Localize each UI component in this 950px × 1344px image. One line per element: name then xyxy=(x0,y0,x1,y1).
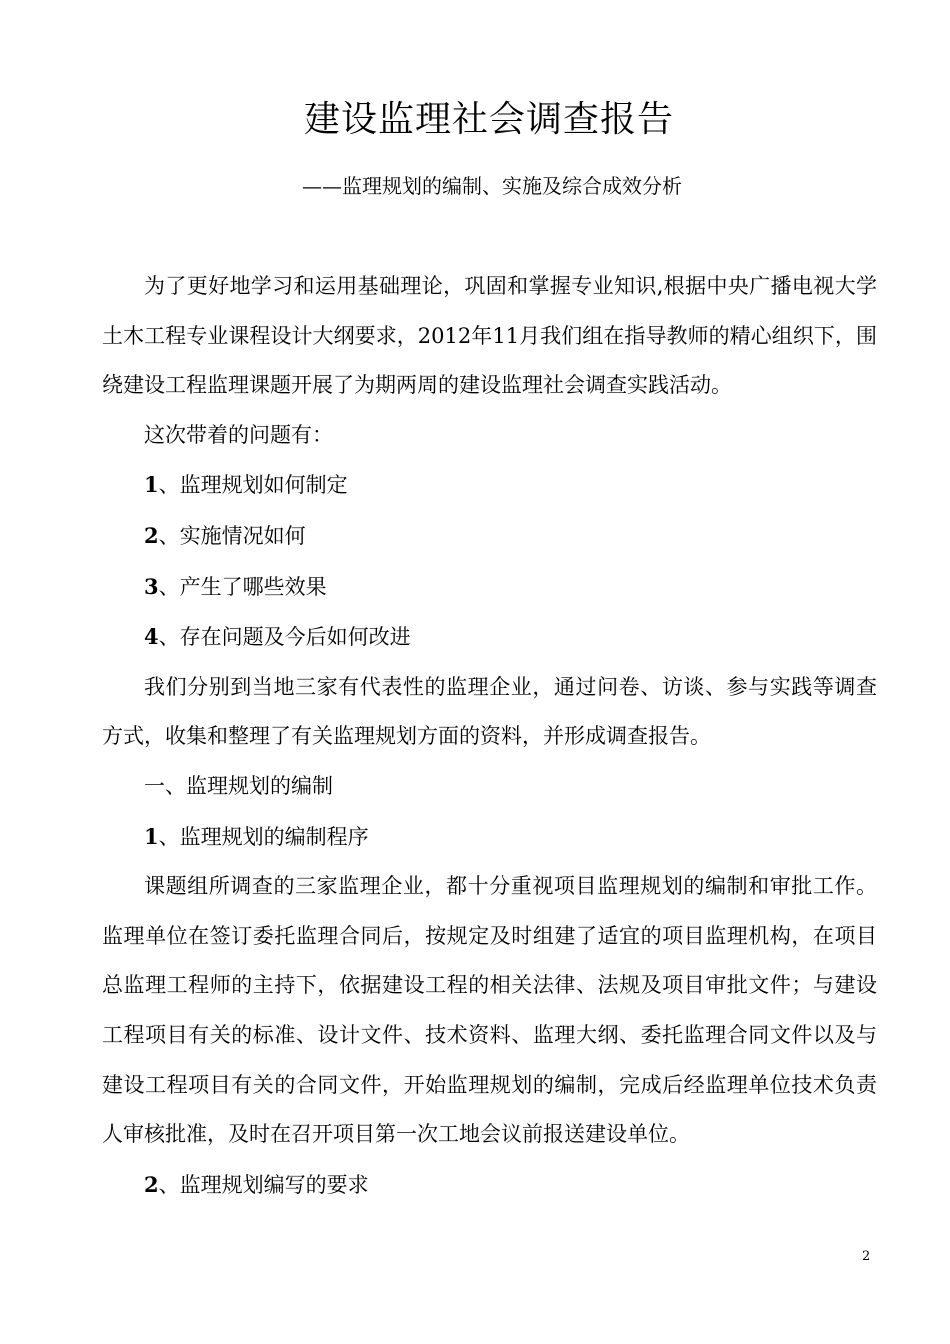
subsection-heading xyxy=(102,1160,877,1211)
page-number: 2 xyxy=(862,1249,871,1264)
document-subtitle: ——监理规划的编制、实施及综合成效分析 xyxy=(302,174,682,198)
question-item xyxy=(102,511,877,562)
question-item xyxy=(102,460,877,511)
question-item xyxy=(102,562,877,613)
procedure-paragraph: 课题组所调查的三家监理企业，都十分重视项目监理规划的编制和审批工作。监理单位在签订委托监理合同后，按规定及时组建了适宜的项目监理机构，在项目总监理工程师的主持下，依据建设工程的相关法律、法规及项目审批文件；与建设工程项目有关的标准、设计文件、技术资料、监理大纲、委托监理合同文件以及与建设工程项目有关的合同文件，开始监理规划的编制，完成后经监理单位技术负责人审核批准，及时在召开项目第一次工地会议前报送建设单位。 xyxy=(102,874,877,1147)
question-number: 2 xyxy=(144,522,159,548)
subsection-number: 1 xyxy=(144,823,159,849)
method-paragraph: 我们分别到当地三家有代表性的监理企业，通过问卷、访谈、参与实践等调查方式，收集和整理了有关监理规划方面的资料，并形成调查报告。 xyxy=(102,674,877,749)
subsection-text: 、监理规划的编制程序 xyxy=(158,824,369,849)
subsection-heading xyxy=(102,812,877,863)
question-text: 、实施情况如何 xyxy=(158,523,306,548)
questions-intro: 这次带着的问题有： xyxy=(144,422,333,447)
document-title: 建设监理社会调查报告 xyxy=(303,99,674,140)
section-heading: 一、监理规划的编制 xyxy=(144,773,333,798)
question-text: 、存在问题及今后如何改进 xyxy=(158,625,411,650)
subsection-number: 2 xyxy=(144,1171,159,1197)
intro-paragraph: 为了更好地学习和运用基础理论，巩固和掌握专业知识,根据中央广播电视大学土木工程专业课程设计大纲要求，2012年11月我们组在指导教师的精心组织下，围绕建设工程监理课题开展了为期两周的建设监理社会调查实践活动。 xyxy=(102,274,877,398)
question-item xyxy=(102,612,877,663)
document-body xyxy=(102,262,877,1210)
question-number: 1 xyxy=(144,472,159,498)
subsection-text: 、监理规划编写的要求 xyxy=(158,1172,369,1197)
question-number: 4 xyxy=(144,624,159,650)
question-text: 、监理规划如何制定 xyxy=(158,473,348,498)
question-number: 3 xyxy=(144,573,159,599)
question-text: 、产生了哪些效果 xyxy=(158,574,327,599)
